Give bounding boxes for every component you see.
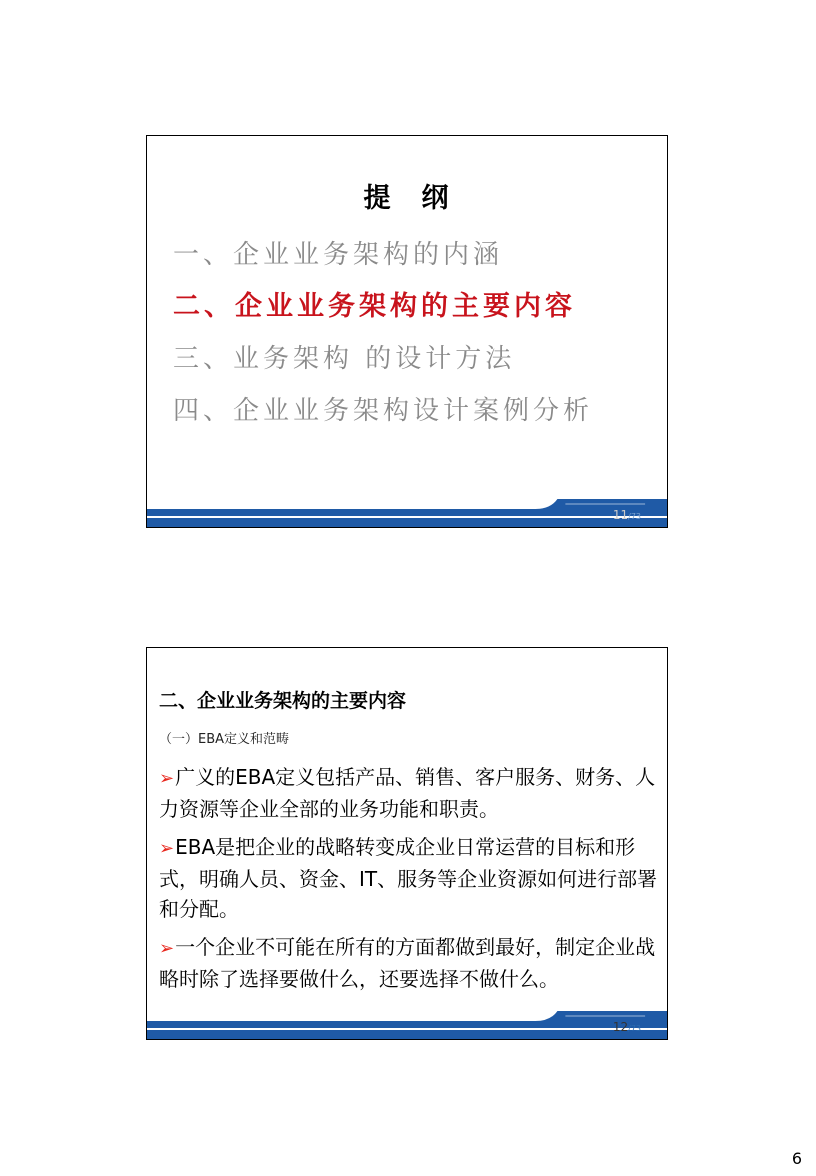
outline-item: 四、企业业务架构设计案例分析 — [173, 396, 594, 426]
slide-page-total: /73 — [628, 1024, 641, 1033]
bullet-text: 广义的EBA定义包括产品、销售、客户服务、财务、人力资源等企业全部的业务功能和职责。 — [159, 765, 656, 821]
slide-subtitle: （一）EBA定义和范畴 — [159, 732, 290, 747]
slide-outline — [146, 135, 668, 528]
bullet-list — [159, 762, 661, 1002]
document-page-number: 6 — [791, 1149, 802, 1168]
slide-page-number — [613, 1020, 641, 1034]
footer-band — [147, 499, 667, 527]
outline-list — [173, 229, 593, 437]
slide-title: 提 纲 — [363, 183, 451, 214]
slide-content — [146, 647, 668, 1040]
slide-title: 二、企业业务架构的主要内容 — [159, 690, 407, 712]
bullet-text: 一个企业不可能在所有的方面都做到最好，制定企业战略时除了选择要做什么，还要选择不做什么。 — [159, 935, 656, 991]
bullet-item — [159, 762, 661, 824]
arrow-bullet-icon: ➢ — [159, 838, 175, 859]
slide-page-current: 11 — [612, 508, 629, 522]
slide-page-total: /73 — [628, 512, 641, 521]
bullet-text: EBA是把企业的战略转变成企业日常运营的目标和形式，明确人员、资金、IT、服务等企业资源如何进行部署和分配。 — [159, 835, 658, 921]
slide-page-number — [613, 508, 641, 522]
bullet-item — [159, 932, 661, 994]
slide-page-current: 12 — [612, 1020, 629, 1034]
footer-band — [147, 1011, 667, 1039]
bullet-item — [159, 832, 661, 924]
arrow-bullet-icon: ➢ — [159, 768, 175, 789]
arrow-bullet-icon: ➢ — [159, 938, 175, 959]
outline-item-current: 二、企业业务架构的主要内容 — [173, 291, 576, 322]
outline-item: 三、业务架构 的设计方法 — [173, 344, 516, 374]
outline-item: 一、企业业务架构的内涵 — [173, 240, 504, 270]
